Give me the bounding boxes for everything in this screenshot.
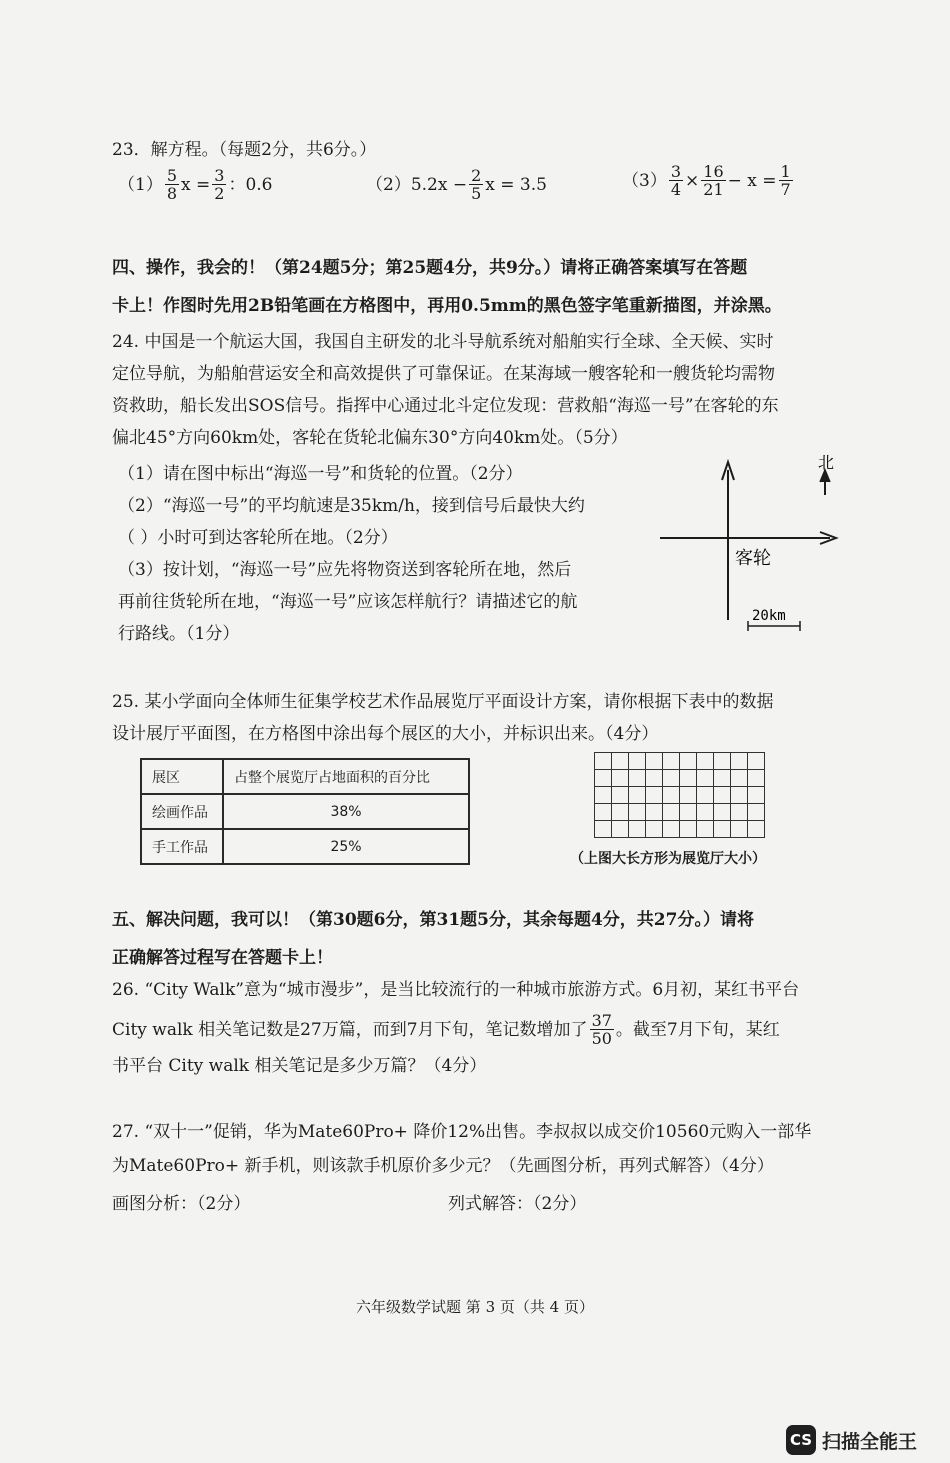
q24-sub3c: 行路线。（1分） xyxy=(118,624,240,644)
q24-line: 资救助，船长发出SOS信号。指挥中心通过北斗定位发现：营救船“海巡一号”在客轮的东 xyxy=(112,396,779,416)
scale-label: 20km xyxy=(752,608,786,624)
q23-title: 23．解方程。（每题2分，共6分。） xyxy=(112,140,377,160)
grid-cell[interactable] xyxy=(662,820,680,838)
q27-solution-label: 列式解答：（2分） xyxy=(448,1194,587,1214)
q23-equation-1: （1） $\frac{5}{8}$ x = $\frac{3}{2}$ ：0.6 xyxy=(118,166,273,203)
grid-cell[interactable] xyxy=(713,769,731,787)
q24-sub2b: （ ）小时可到达客轮所在地。（2分） xyxy=(118,528,398,548)
table-row xyxy=(141,794,469,829)
grid-cell[interactable] xyxy=(628,803,646,821)
section-5-instruction: 正确解答过程写在答题卡上！ xyxy=(112,948,333,968)
grid-cell[interactable] xyxy=(611,769,629,787)
q25-line2: 设计展厅平面图，在方格图中涂出每个展区的大小，并标识出来。（4分） xyxy=(112,724,659,744)
q24-line: 定位导航，为船舶营运安全和高效提供了可靠保证。在某海域一艘客轮和一艘货轮均需物 xyxy=(112,364,775,384)
grid-cell[interactable] xyxy=(645,820,663,838)
grid-cell[interactable] xyxy=(645,803,663,821)
section-5-heading: 五、解决问题，我可以！（第30题6分，第31题5分，其余每题4分，共27分。）请将 xyxy=(112,910,754,930)
grid-cell[interactable] xyxy=(713,752,731,770)
q24-line: 24. 中国是一个航运大国，我国自主研发的北斗导航系统对船舶实行全球、全天候、实时 xyxy=(112,332,774,352)
grid-cell[interactable] xyxy=(696,786,714,804)
grid-cell[interactable] xyxy=(747,820,765,838)
grid-cell[interactable] xyxy=(679,803,697,821)
grid-cell[interactable] xyxy=(645,786,663,804)
grid-cell[interactable] xyxy=(679,769,697,787)
q27-line2: 为Mate60Pro+ 新手机，则该款手机原价多少元？（先画图分析，再列式解答）（4分） xyxy=(112,1156,774,1176)
q26-line2: City walk 相关笔记数是27万篇，而到7月下旬，笔记数增加了 $\frac{37}{50}$ 。截至7月下旬，某红 xyxy=(112,1011,780,1048)
q24-stem xyxy=(112,326,779,454)
q24-sub1: （1）请在图中标出“海巡一号”和货轮的位置。（2分） xyxy=(118,464,523,484)
table-header-cell: 展区 xyxy=(141,759,223,794)
grid-cell[interactable] xyxy=(747,752,765,770)
grid-cell[interactable] xyxy=(645,752,663,770)
grid-cell[interactable] xyxy=(747,803,765,821)
grid-cell[interactable] xyxy=(696,752,714,770)
grid-cell[interactable] xyxy=(747,769,765,787)
grid-cell[interactable] xyxy=(594,752,612,770)
q23-equation-3: （3） $\frac{3}{4}$ × $\frac{16}{21}$ − x = $\frac{1}{7}$ xyxy=(622,162,791,199)
grid-cell[interactable] xyxy=(628,786,646,804)
grid-cell[interactable] xyxy=(594,769,612,787)
grid-cell[interactable] xyxy=(594,803,612,821)
grid-cell[interactable] xyxy=(713,786,731,804)
q25-stem xyxy=(112,686,773,750)
grid-cell[interactable] xyxy=(679,786,697,804)
exhibit-area-table xyxy=(140,758,470,865)
q23-equation-2: （2）5.2x − $\frac{2}{5}$ x = 3.5 xyxy=(366,166,547,203)
q24-sub2a: （2）“海巡一号”的平均航速是35km/h，接到信号后最快大约 xyxy=(118,496,585,516)
q26-line1: 26. “City Walk”意为“城市漫步”，是当比较流行的一种城市旅游方式。6月初，某红书平台 xyxy=(112,980,800,1000)
grid-cell[interactable] xyxy=(696,769,714,787)
q24-subquestions xyxy=(118,458,585,650)
table-cell: 38% xyxy=(223,794,469,829)
table-header-row xyxy=(141,759,469,794)
q27-line1: 27. “双十一”促销，华为Mate60Pro+ 降价12%出售。李叔叔以成交价10560元购入一部华 xyxy=(112,1122,812,1142)
grid-cell[interactable] xyxy=(645,769,663,787)
grid-cell[interactable] xyxy=(713,820,731,838)
grid-cell[interactable] xyxy=(662,786,680,804)
grid-cell[interactable] xyxy=(696,803,714,821)
grid-caption: （上图大长方形为展览厅大小） xyxy=(570,851,766,867)
page-footer: 六年级数学试题 第 3 页（共 4 页） xyxy=(356,1298,594,1316)
grid-cell[interactable] xyxy=(628,769,646,787)
q24-line: 偏北45°方向60km处，客轮在货轮北偏东30°方向40km处。（5分） xyxy=(112,428,628,448)
table-row xyxy=(141,829,469,864)
table-header-cell: 占整个展览厅占地面积的百分比 xyxy=(223,759,469,794)
grid-cell[interactable] xyxy=(730,803,748,821)
grid-cell[interactable] xyxy=(730,820,748,838)
q25-line1: 25. 某小学面向全体师生征集学校艺术作品展览厅平面设计方案，请你根据下表中的数据 xyxy=(112,692,774,712)
grid-cell[interactable] xyxy=(662,803,680,821)
grid-cell[interactable] xyxy=(747,786,765,804)
grid-cell[interactable] xyxy=(713,803,731,821)
grid-cell[interactable] xyxy=(611,820,629,838)
grid-cell[interactable] xyxy=(662,752,680,770)
grid-cell[interactable] xyxy=(611,803,629,821)
grid-cell[interactable] xyxy=(594,786,612,804)
table-cell: 25% xyxy=(223,829,469,864)
table-cell: 手工作品 xyxy=(141,829,223,864)
camscanner-logo-icon: CS xyxy=(786,1425,816,1455)
table-cell: 绘画作品 xyxy=(141,794,223,829)
section-4-instruction: 卡上！作图时先用2B铅笔画在方格图中，再用0.5mm的黑色签字笔重新描图，并涂黑。 xyxy=(112,296,782,316)
section-4-heading: 四、操作，我会的！（第24题5分；第25题4分，共9分。）请将正确答案填写在答题 xyxy=(112,258,748,278)
grid-cell[interactable] xyxy=(611,786,629,804)
grid-cell[interactable] xyxy=(594,820,612,838)
q27-analysis-label: 画图分析：（2分） xyxy=(112,1194,251,1214)
q26-line3: 书平台 City walk 相关笔记是多少万篇？（4分） xyxy=(112,1056,487,1076)
q24-sub3a: （3）按计划，“海巡一号”应先将物资送到客轮所在地，然后 xyxy=(118,560,572,580)
grid-cell[interactable] xyxy=(696,820,714,838)
q24-position-diagram xyxy=(640,450,860,650)
grid-cell[interactable] xyxy=(628,752,646,770)
q24-sub3b: 再前往货轮所在地，“海巡一号”应该怎样航行？请描述它的航 xyxy=(118,592,578,612)
watermark-text: 扫描全能王 xyxy=(822,1430,918,1453)
grid-cell[interactable] xyxy=(628,820,646,838)
grid-cell[interactable] xyxy=(611,752,629,770)
scanner-watermark xyxy=(786,1425,917,1455)
grid-cell[interactable] xyxy=(730,752,748,770)
grid-cell[interactable] xyxy=(679,752,697,770)
ship-label: 客轮 xyxy=(735,548,771,569)
exhibit-hall-grid[interactable] xyxy=(594,752,764,837)
grid-cell[interactable] xyxy=(730,769,748,787)
north-label: 北 xyxy=(818,453,835,472)
grid-cell[interactable] xyxy=(730,786,748,804)
grid-cell[interactable] xyxy=(679,820,697,838)
grid-cell[interactable] xyxy=(662,769,680,787)
